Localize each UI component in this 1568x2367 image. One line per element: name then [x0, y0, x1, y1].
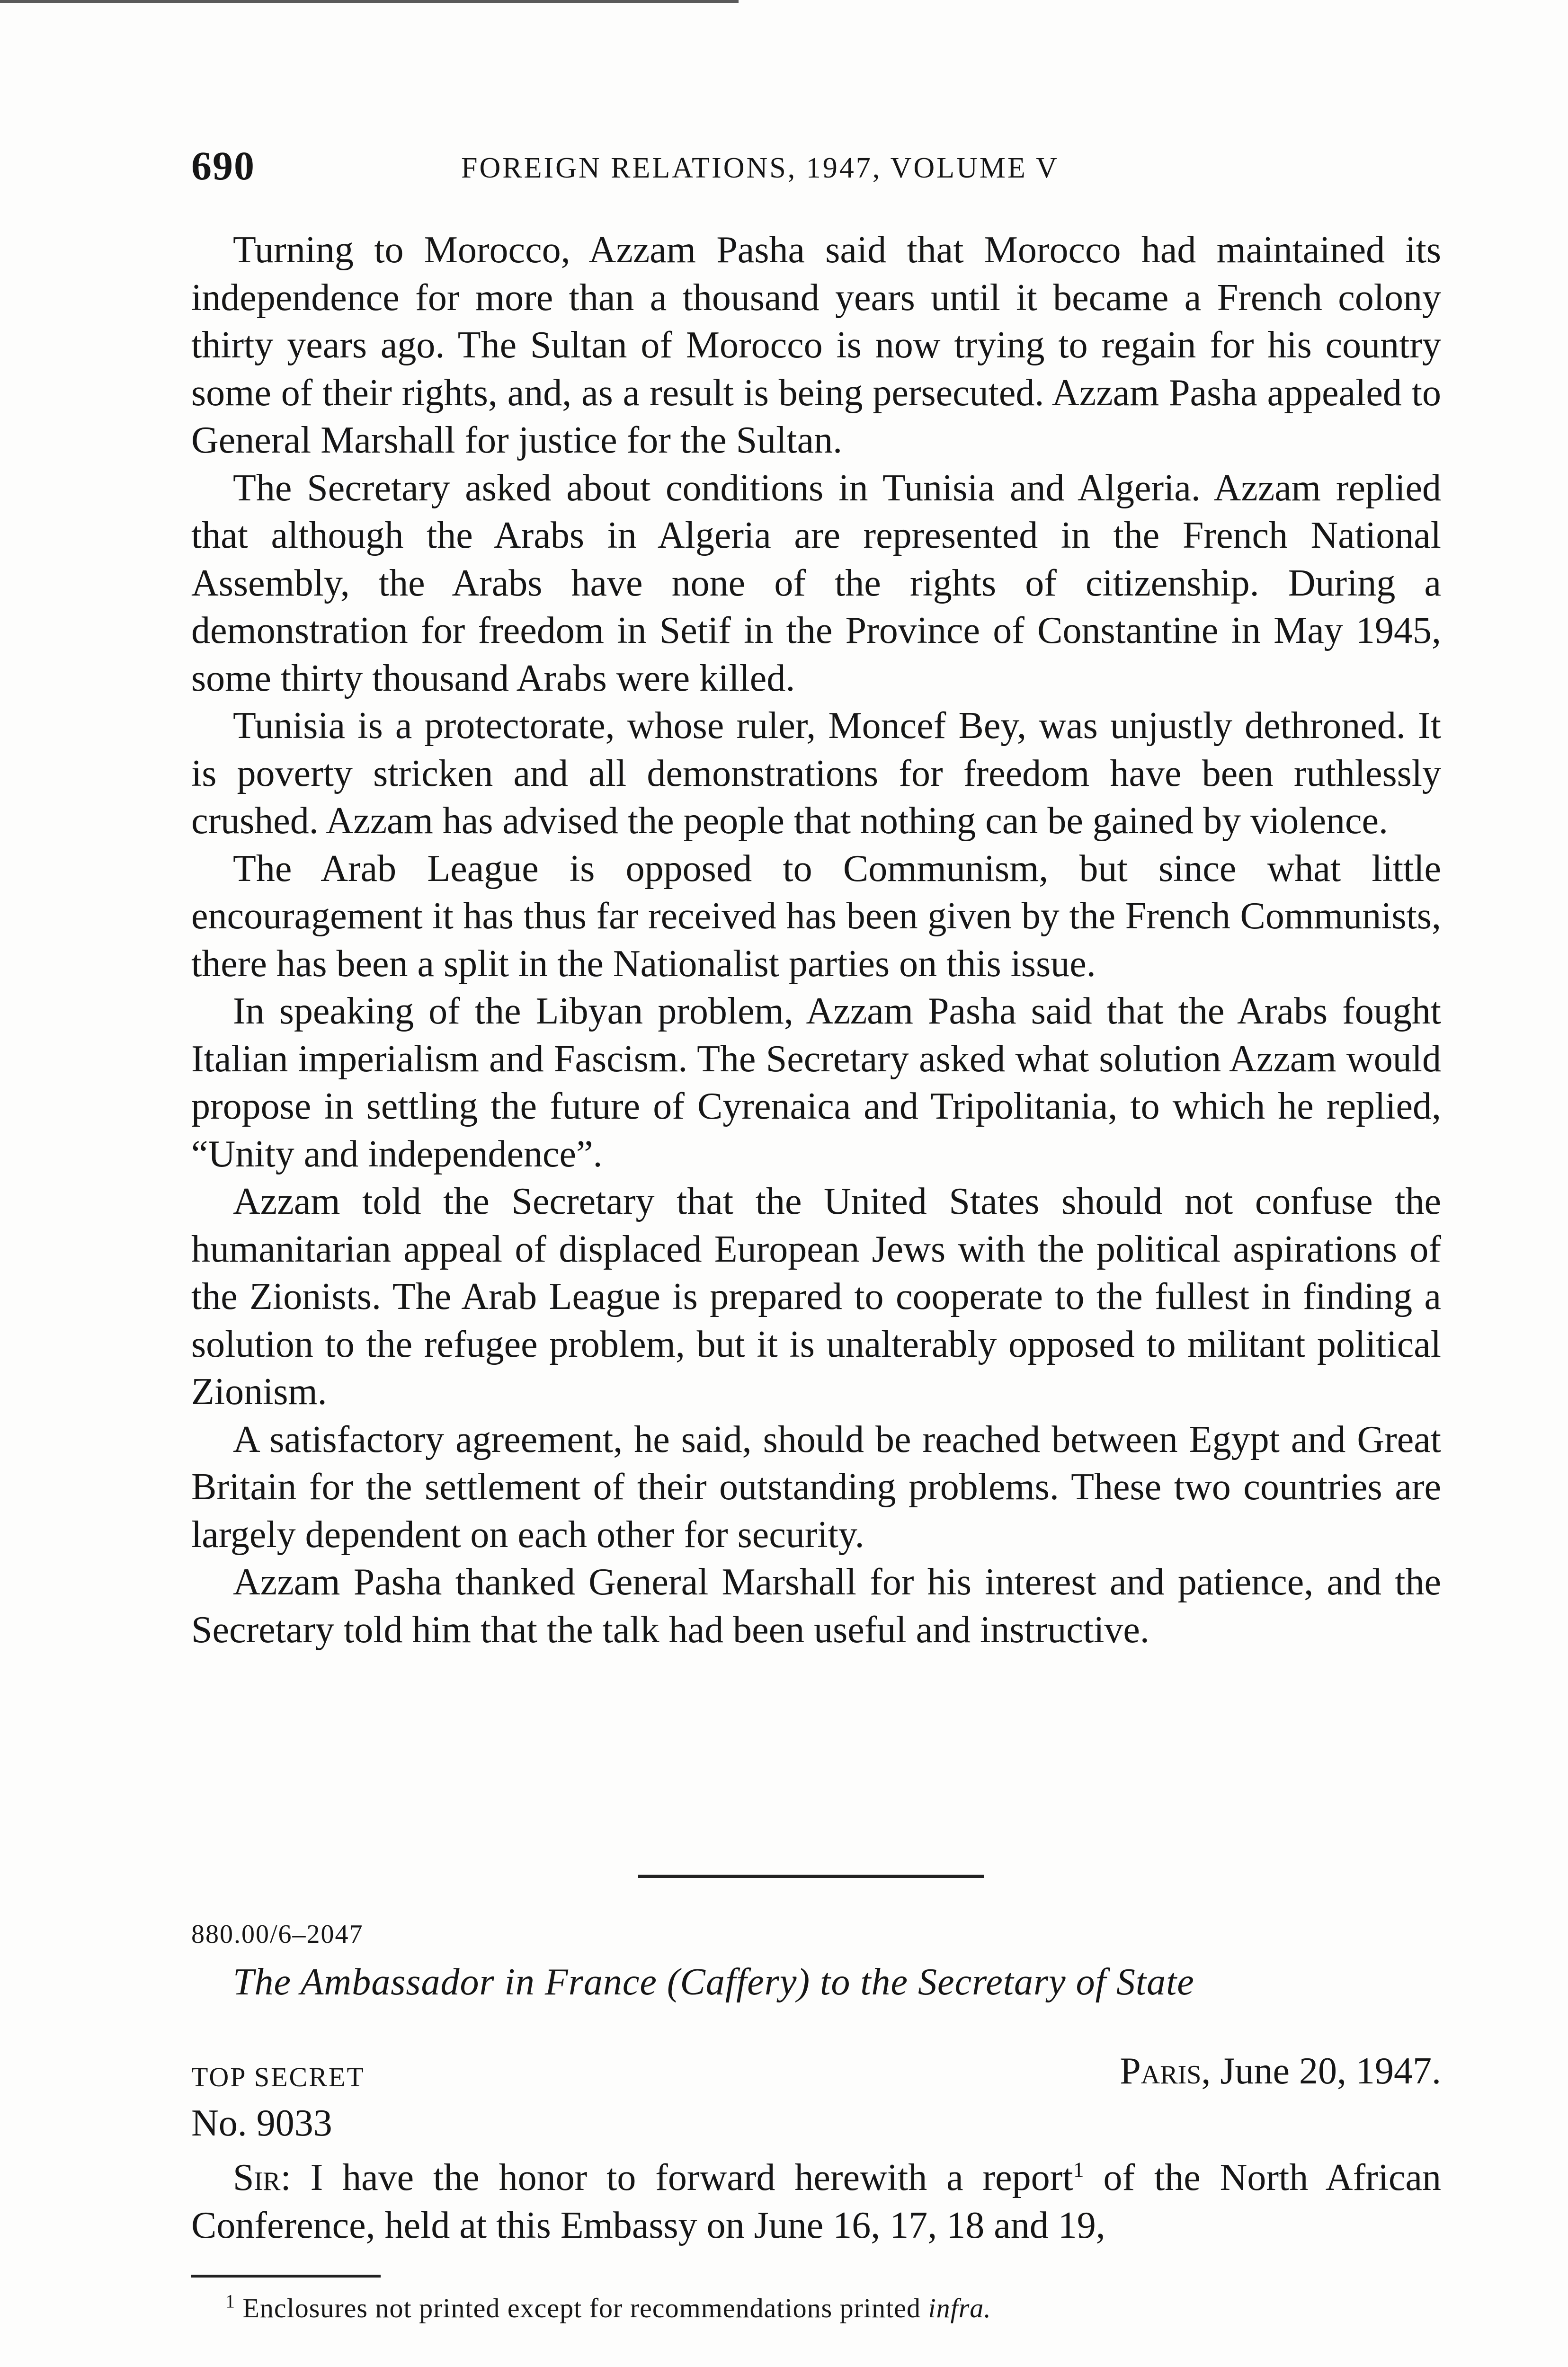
- paragraph: Tunisia is a protectorate, whose ruler, Moncef Bey, was unjustly dethroned. It is poverty stricken and all demonstrations for freedom have been ruthlessly crushed. Azzam has advised the people that nothing can be gained by violence.: [191, 705, 1441, 842]
- letter-opening: [191, 2154, 1441, 2249]
- title-name: Caffery: [680, 1961, 797, 2003]
- top-edge-rule: [0, 0, 739, 3]
- dateline: [1120, 2050, 1441, 2093]
- paragraph: The Arab League is opposed to Communism, but since what little encouragement it has thus far received has been given by the French Communists, there has been a split in the Nationalist parties on this issue.: [191, 847, 1441, 985]
- footnote-rule: [191, 2275, 381, 2278]
- footnote-text: Enclosures not printed except for recommendations printed: [235, 2293, 928, 2323]
- running-head: FOREIGN RELATIONS, 1947, VOLUME V: [461, 152, 1059, 184]
- paragraph: Azzam told the Secretary that the United States should not confuse the humanitarian appeal of displaced European Jews with the political aspirations of the Zionists. The Arab League is prepared to cooperate to the fullest in finding a solution to the refugee problem, but it is unalterably opposed to militant political Zionism.: [191, 1181, 1441, 1413]
- classification-label: TOP SECRET: [191, 2062, 365, 2092]
- paragraph: Turning to Morocco, Azzam Pasha said that Morocco had maintained its independence for more than a thousand years until it became a French colony thirty years ago. The Sultan of Morocco is now trying to regain for his country some of their rights, and, as a result is being persecuted. Azzam Pasha appealed to General Marshall for justice for the Sultan.: [191, 229, 1441, 461]
- document-number: No. 9033: [191, 2102, 332, 2144]
- page-header: [191, 142, 1441, 194]
- salutation: Sir:: [233, 2157, 291, 2198]
- paragraph: A satisfactory agreement, he said, should be reached between Egypt and Great Britain for the settlement of their outstanding problems. These two countries are largely dependent on each other for security.: [191, 1418, 1441, 1556]
- letter-paragraph: [191, 2154, 1441, 2249]
- title-part: ) to the Secretary of State: [797, 1961, 1194, 2003]
- footnote: [225, 2292, 991, 2324]
- section-separator: [638, 1875, 984, 1878]
- dateline-place: Paris,: [1120, 2050, 1211, 2092]
- paragraph: Azzam Pasha thanked General Marshall for his interest and patience, and the Secretary told him that the talk had been useful and instructive.: [191, 1561, 1441, 1651]
- body-text: [191, 226, 1441, 1654]
- footnote-marker: 1: [225, 2290, 235, 2312]
- paragraph: The Secretary asked about conditions in Tunisia and Algeria. Azzam replied that although the Arabs in Algeria are represented in the French National Assembly, the Arabs have none of the rights of citizenship. During a demonstration for freedom in Setif in the Province of Constantine in May 1945, some thirty thousand Arabs were killed.: [191, 467, 1441, 699]
- page-number: 690: [191, 143, 255, 188]
- letter-text: I have the honor to forward herewith a report: [291, 2157, 1073, 2198]
- document-title: [233, 1961, 1441, 2004]
- title-part: The Ambassador in France (: [233, 1961, 680, 2003]
- footnote-reference: 1: [1073, 2157, 1084, 2182]
- file-number: 880.00/6–2047: [191, 1920, 364, 1949]
- footnote-italic: infra.: [928, 2293, 991, 2323]
- letter-text: of the North African Conference, held at this Embassy on June 16, 17, 18 and 19,: [191, 2157, 1441, 2246]
- paragraph: In speaking of the Libyan problem, Azzam Pasha said that the Arabs fought Italian imperialism and Fascism. The Secretary asked what solution Azzam would propose in settling the future of Cyrenaica and Tripolitania, to which he replied, “Unity and independence”.: [191, 990, 1441, 1175]
- dateline-date: June 20, 1947.: [1211, 2050, 1441, 2092]
